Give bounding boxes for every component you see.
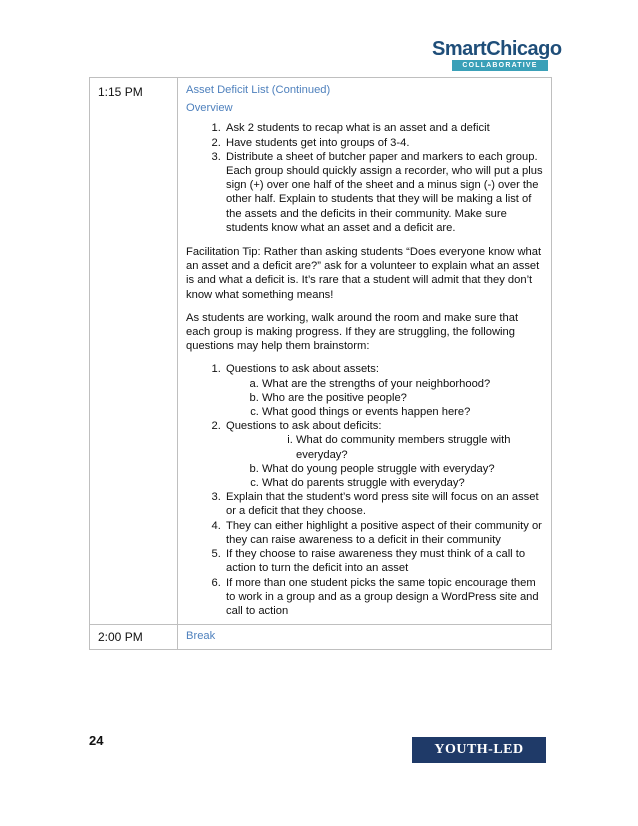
roman-list bbox=[226, 433, 545, 461]
youth-led-tech-logo: YOUTH-LED TECH bbox=[412, 737, 546, 763]
smart-chicago-logo bbox=[432, 38, 562, 74]
list-item: i. What do community members struggle with everyday? bbox=[296, 433, 545, 461]
table-row bbox=[90, 625, 552, 650]
facilitation-tip: Facilitation Tip: Rather than asking students “Does everyone know what an asset and a deficit are?” ask for a volunteer to explain what an asset is and what a deficit is. It’s rare that a student will admit that they don’t know what something means! bbox=[186, 246, 542, 301]
time-cell: 1:15 PM bbox=[90, 78, 178, 625]
list-item: 1. Ask 2 students to recap what is an asset and a deficit bbox=[224, 121, 545, 135]
sub-list bbox=[226, 462, 545, 490]
page-number: 24 bbox=[89, 733, 104, 748]
time-cell: 2:00 PM bbox=[90, 625, 178, 650]
activity-title: Asset Deficit List (Continued) bbox=[186, 84, 331, 96]
instruction-paragraph: As students are working, walk around the room and make sure that each group is making progress. If they are struggling, the following questions may help them brainstorm: bbox=[186, 311, 519, 353]
question-heading: Questions to ask about assets: bbox=[226, 363, 379, 376]
steps-list bbox=[186, 121, 545, 235]
list-item: 3. Explain that the student’s word press site will focus on an asset or a deficit that they choose. bbox=[224, 490, 545, 518]
list-item: b. Who are the positive people? bbox=[262, 391, 545, 405]
logo-smart: Smart bbox=[432, 38, 487, 60]
list-item: b. What do young people struggle with everyday? bbox=[262, 462, 545, 476]
logo-chicago: Chicago bbox=[486, 38, 562, 60]
activity-title: Break bbox=[186, 630, 216, 643]
question-heading: Questions to ask about deficits: bbox=[226, 420, 382, 433]
list-item: c. What do parents struggle with everyday? bbox=[262, 476, 545, 490]
list-item: 5. If they choose to raise awareness they must think of a call to action to turn the deficit into an asset bbox=[224, 547, 545, 575]
list-item: a. What are the strengths of your neighborhood? bbox=[262, 377, 545, 391]
sub-list bbox=[226, 377, 545, 420]
list-item: 4. They can either highlight a positive aspect of their community or they can raise awareness to a deficit in their community bbox=[224, 519, 545, 547]
activity-cell bbox=[178, 625, 552, 650]
logo-collaborative: COLLABORATIVE bbox=[452, 60, 548, 71]
list-item: 3. Distribute a sheet of butcher paper and markers to each group. Each group should quickly assign a recorder, who will put a plus sign (+) over one half of the sheet and a minus sign (-) over the other half. Explain to students that they will be making a list of the assets and the deficits in their community. Make sure students know what an asset and a deficit are. bbox=[224, 150, 545, 235]
questions-list bbox=[186, 362, 545, 618]
list-item: 6. If more than one student picks the same topic encourage them to work in a group and as a group design a WordPress site and call to action bbox=[224, 576, 545, 619]
list-item bbox=[224, 362, 545, 419]
table-row bbox=[90, 78, 552, 625]
schedule-table bbox=[89, 77, 552, 650]
list-item bbox=[224, 419, 545, 490]
list-item: c. What good things or events happen here? bbox=[262, 405, 545, 419]
overview-heading: Overview bbox=[186, 102, 233, 115]
list-item: 2. Have students get into groups of 3-4. bbox=[224, 136, 545, 150]
activity-cell bbox=[178, 78, 552, 625]
